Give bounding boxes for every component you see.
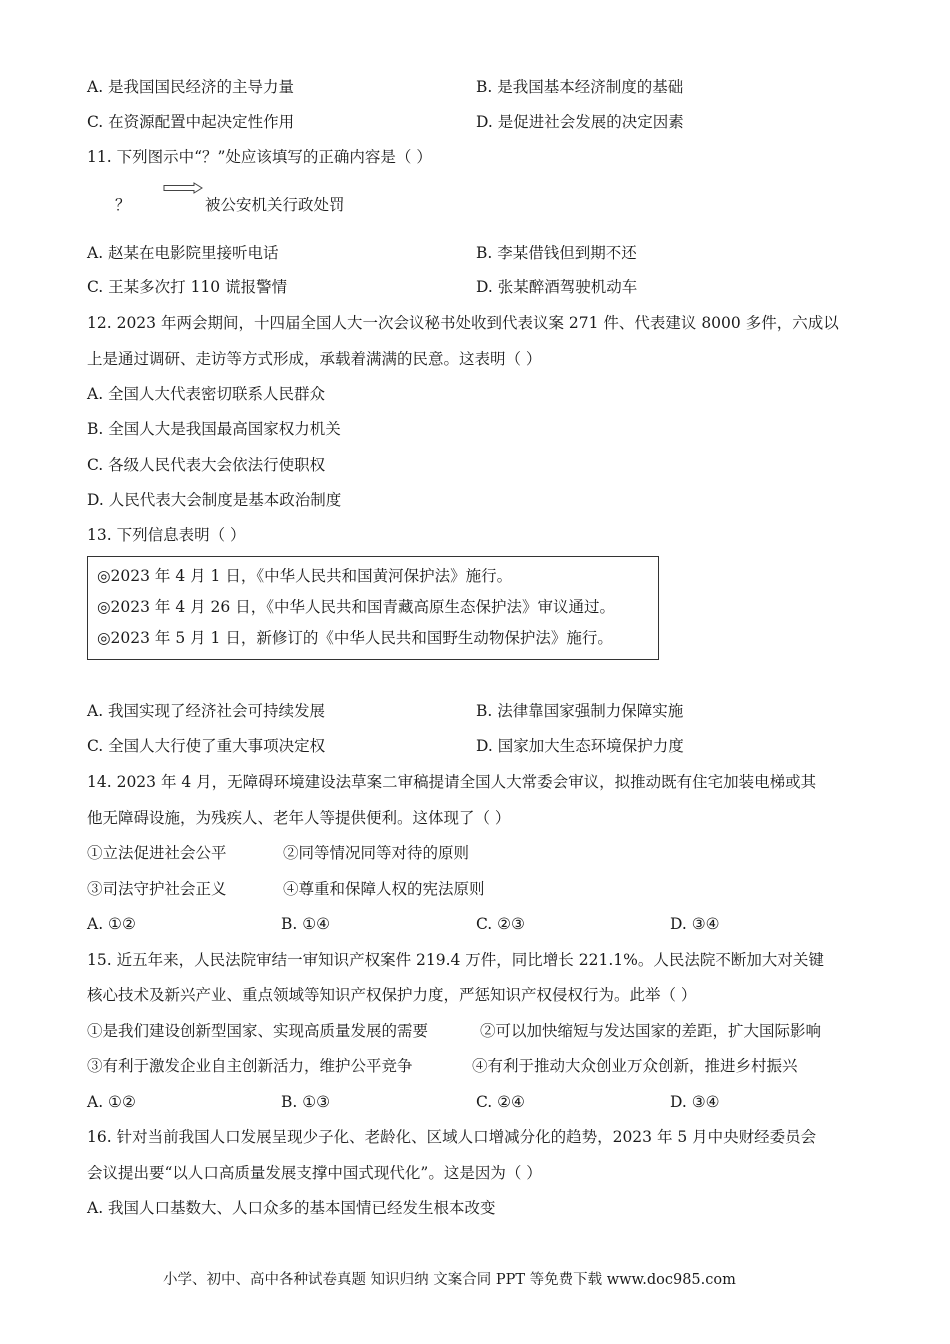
q14-statement-1: ①立法促进社会公平 xyxy=(87,844,227,862)
q15-option-c: C. ②④ xyxy=(476,1093,525,1111)
q14-stem-line1: 14. 2023 年 4 月，无障碍环境建设法草案二审稿提请全国人大常委会审议，拟推动既有住宅加装电梯或其 xyxy=(87,773,817,791)
q11-stem: 11. 下列图示中“？”处应该填写的正确内容是（ ） xyxy=(87,148,432,166)
q15-statement-1: ①是我们建设创新型国家、实现高质量发展的需要 xyxy=(87,1022,429,1040)
q12-option-d: D. 人民代表大会制度是基本政治制度 xyxy=(87,491,342,509)
page-footer: 小学、初中、高中各种试卷真题 知识归纳 文案合同 PPT 等免费下载 www.doc985.com xyxy=(163,1272,736,1288)
q10-option-d: D. 是促进社会发展的决定因素 xyxy=(476,113,684,131)
q15-option-a: A. ①② xyxy=(87,1093,136,1111)
q12-option-a: A. 全国人大代表密切联系人民群众 xyxy=(87,385,326,403)
q11-diagram-question-mark: ？ xyxy=(115,196,131,214)
q11-option-b: B. 李某借钱但到期不还 xyxy=(476,244,637,262)
q11-option-c: C. 王某多次打 110 谎报警情 xyxy=(87,278,288,296)
q12-option-b: B. 全国人大是我国最高国家权力机关 xyxy=(87,420,341,438)
q12-stem-line1: 12. 2023 年两会期间，十四届全国人大一次会议秘书处收到代表议案 271 件、代表建议 8000 多件，六成以 xyxy=(87,314,839,332)
q14-option-d: D. ③④ xyxy=(670,915,720,933)
q12-option-c: C. 各级人民代表大会依法行使职权 xyxy=(87,456,326,474)
q10-option-a: A. 是我国国民经济的主导力量 xyxy=(87,78,295,96)
q13-info-line3: ◎2023 年 5 月 1 日，新修订的《中华人民共和国野生动物保护法》施行。 xyxy=(97,629,613,647)
q13-option-c: C. 全国人大行使了重大事项决定权 xyxy=(87,737,326,755)
q15-statement-4: ④有利于推动大众创业万众创新，推进乡村振兴 xyxy=(472,1057,798,1075)
q13-info-line2: ◎2023 年 4 月 26 日，《中华人民共和国青藏高原生态保护法》审议通过。 xyxy=(97,598,615,616)
q16-option-a: A. 我国人口基数大、人口众多的基本国情已经发生根本改变 xyxy=(87,1199,496,1217)
q15-option-d: D. ③④ xyxy=(670,1093,720,1111)
q15-statement-3: ③有利于激发企业自主创新活力，维护公平竞争 xyxy=(87,1057,413,1075)
q13-stem: 13. 下列信息表明（ ） xyxy=(87,526,246,544)
q11-option-a: A. 赵某在电影院里接听电话 xyxy=(87,244,279,262)
q12-stem-line2: 上是通过调研、走访等方式形成，承载着满满的民意。这表明（ ） xyxy=(87,350,542,368)
right-arrow-icon xyxy=(163,182,203,194)
q16-stem-line1: 16. 针对当前我国人口发展呈现少子化、老龄化、区域人口增减分化的趋势，2023 年 5 月中央财经委员会 xyxy=(87,1128,817,1146)
q13-option-b: B. 法律靠国家强制力保障实施 xyxy=(476,702,684,720)
q15-statement-2: ②可以加快缩短与发达国家的差距，扩大国际影响 xyxy=(480,1022,822,1040)
q13-option-d: D. 国家加大生态环境保护力度 xyxy=(476,737,684,755)
q13-option-a: A. 我国实现了经济社会可持续发展 xyxy=(87,702,326,720)
q14-option-a: A. ①② xyxy=(87,915,136,933)
q15-option-b: B. ①③ xyxy=(281,1093,331,1111)
q14-statement-2: ②同等情况同等对待的原则 xyxy=(283,844,470,862)
q10-option-b: B. 是我国基本经济制度的基础 xyxy=(476,78,684,96)
q11-option-d: D. 张某醉酒驾驶机动车 xyxy=(476,278,638,296)
q10-option-c: C. 在资源配置中起决定性作用 xyxy=(87,113,295,131)
q15-stem-line2: 核心技术及新兴产业、重点领域等知识产权保护力度，严惩知识产权侵权行为。此举（ ） xyxy=(87,986,697,1004)
q14-stem-line2: 他无障碍设施，为残疾人、老年人等提供便利。这体现了（ ） xyxy=(87,809,511,827)
q14-option-b: B. ①④ xyxy=(281,915,331,933)
q14-statement-4: ④尊重和保障人权的宪法原则 xyxy=(283,880,485,898)
q11-diagram-result: 被公安机关行政处罚 xyxy=(205,196,345,214)
q14-option-c: C. ②③ xyxy=(476,915,525,933)
q15-stem-line1: 15. 近五年来，人民法院审结一审知识产权案件 219.4 万件，同比增长 221.1%。人民法院不断加大对关键 xyxy=(87,951,824,969)
q14-statement-3: ③司法守护社会正义 xyxy=(87,880,227,898)
q13-info-line1: ◎2023 年 4 月 1 日，《中华人民共和国黄河保护法》施行。 xyxy=(97,567,513,585)
q16-stem-line2: 会议提出要“以人口高质量发展支撑中国式现代化”。这是因为（ ） xyxy=(87,1164,542,1182)
